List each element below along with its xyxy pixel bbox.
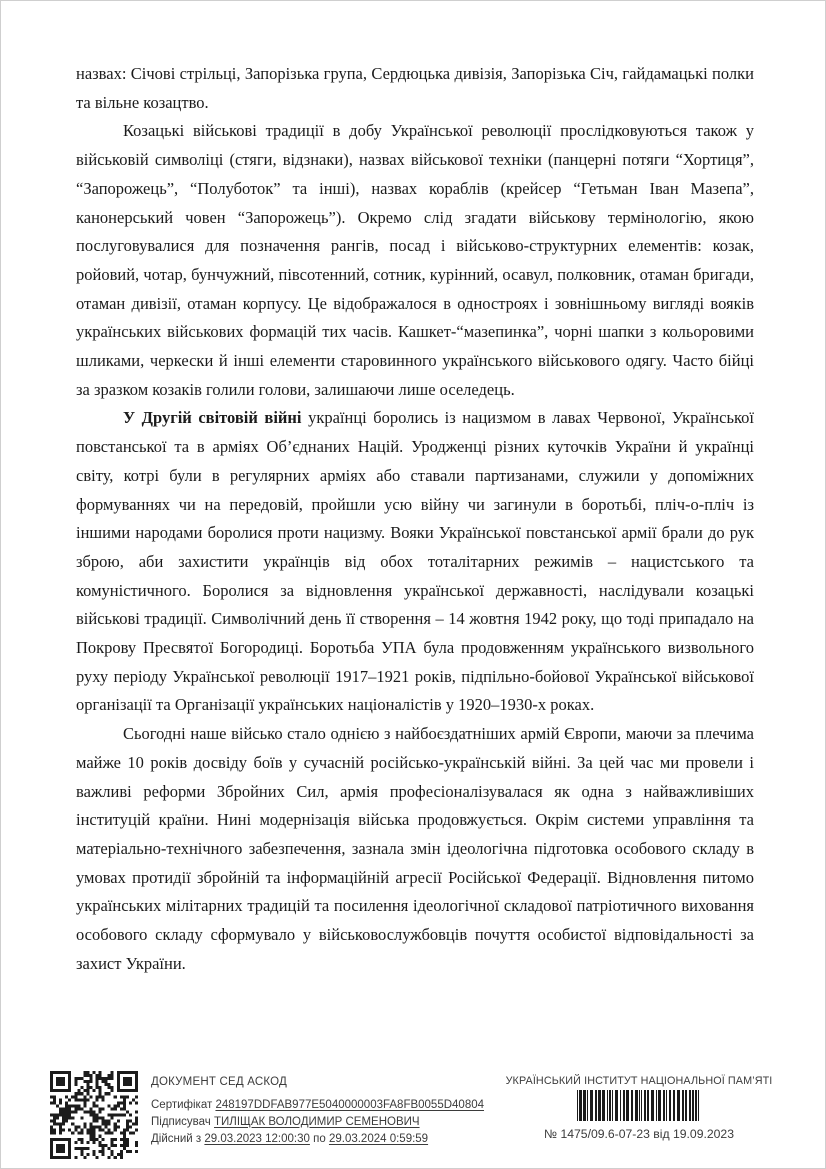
validity-from-value: 29.03.2023 12:00:30 [204, 1132, 310, 1145]
certificate-label: Сертифікат [151, 1098, 213, 1111]
validity-line [151, 1132, 484, 1147]
certificate-line [151, 1098, 484, 1113]
organization-name: УКРАЇНСЬКИЙ ІНСТИТУТ НАЦІОНАЛЬНОЇ ПАМ’ЯТІ [505, 1075, 773, 1087]
registration-stamp [499, 1075, 779, 1141]
certificate-value: 248197DDFAB977E5040000003FA8FB0055D40804 [215, 1098, 485, 1111]
barcode-icon [577, 1090, 701, 1121]
paragraph-text: українці боролись із нацизмом в лавах Червоної, Української повстанської та в арміях Об’єднаних Націй. Уродженці різних куточків України й українці світу, котрі були в регулярних арміях або ставали партизанами, служили у допоміжних формуваннях чи на передовій, пройшли усю війну чи загинули в боротьбі, пліч-о-пліч із іншими народами боролися проти нацизму. Вояки Української повстанської армії брали до рук зброю, аби захистити українців від обох тоталітарних режимів – нацистського та комуністичного. Боролися за відновлення української державності, наслідували козацькі військові традиції. Символічний день її створення – 14 жовтня 1942 року, що тоді припадало на Покрову Пресвятої Богородиці. Боротьба УПА була продовженням українського визвольного руху періоду Української революції 1917–1921 років, підпільно-бойової Української військової організації та Організації українських націоналістів у 1920–1930-х роках. [76, 408, 754, 715]
signature-details [151, 1075, 484, 1146]
signer-label: Підписувач [151, 1115, 211, 1128]
body-paragraph-1: назвах: Січові стрільці, Запорізька група, Сердюцька дивізія, Запорізька Січ, гайдамацькі полки та вільне козацтво. [76, 64, 754, 112]
qr-code-icon [50, 1071, 138, 1159]
signature-stamp-block [1, 1065, 826, 1169]
validity-separator: по [313, 1132, 326, 1145]
paragraph-bold-lead: У Другій світовій війні [123, 408, 302, 428]
body-paragraph-4: Сьогодні наше військо стало однією з найбоєздатніших армій Європи, маючи за плечима майже 10 років досвіду боїв у сучасній російсько-українській війні. За цей час ми провели і важливі реформи Збройних Сил, армія професіоналізувалася як одна з найважливіших інституцій країни. Нині модернізація війська продовжується. Окрім системи управління та матеріально-технічного забезпечення, зазнала змін ідеологічна підготовка особового складу в умовах протидії збройній та інформаційній агресії Російської Федерації. Відновлення питомо українських мілітарних традицій та посилення ідеологічної складової патріотичного виховання особового складу сформувало у військовослужбовців почуття особистої відповідальності за захист України. [76, 724, 754, 973]
signer-line [151, 1115, 484, 1130]
body-paragraph-2: Козацькі військові традиції в добу Української революції прослідковуються також у військовій символіці (стяги, відзнаки), назвах військової техніки (панцерні потяги “Хортиця”, “Запорожець”, “Полуботок” та інші), назвах кораблів (крейсер “Гетьман Іван Мазепа”, канонерський човен “Запорожець”). Окремо слід згадати військову термінологію, якою послуговувалися для позначення рангів, посад і військово-структурних елементів: козак, ройовий, чотар, бунчужний, півсотенний, сотник, курінний, осавул, полковник, отаман бригади, отаман дивізії, отаман корпусу. Це відображалося в одностроях і зовнішньому вигляді вояків українських військових формацій тих часів. Кашкет-“мазепинка”, чорні шапки з кольоровими шликами, черкески й інші елементи старовинного українського військового одягу. Часто бійці за зразком козаків голили голови, залишаючи лише оселедець. [76, 121, 754, 399]
registration-number: № 1475/09.6-07-23 від 19.09.2023 [544, 1127, 734, 1141]
validity-to-value: 29.03.2024 0:59:59 [328, 1132, 429, 1145]
signature-system-label: ДОКУМЕНТ СЕД АСКОД [151, 1076, 287, 1088]
signer-value: ТИЛІЩАК ВОЛОДИМИР СЕМЕНОВИЧ [214, 1115, 420, 1128]
document-body [76, 60, 754, 979]
body-paragraph-3 [76, 404, 754, 720]
validity-label: Дійсний з [151, 1132, 202, 1145]
